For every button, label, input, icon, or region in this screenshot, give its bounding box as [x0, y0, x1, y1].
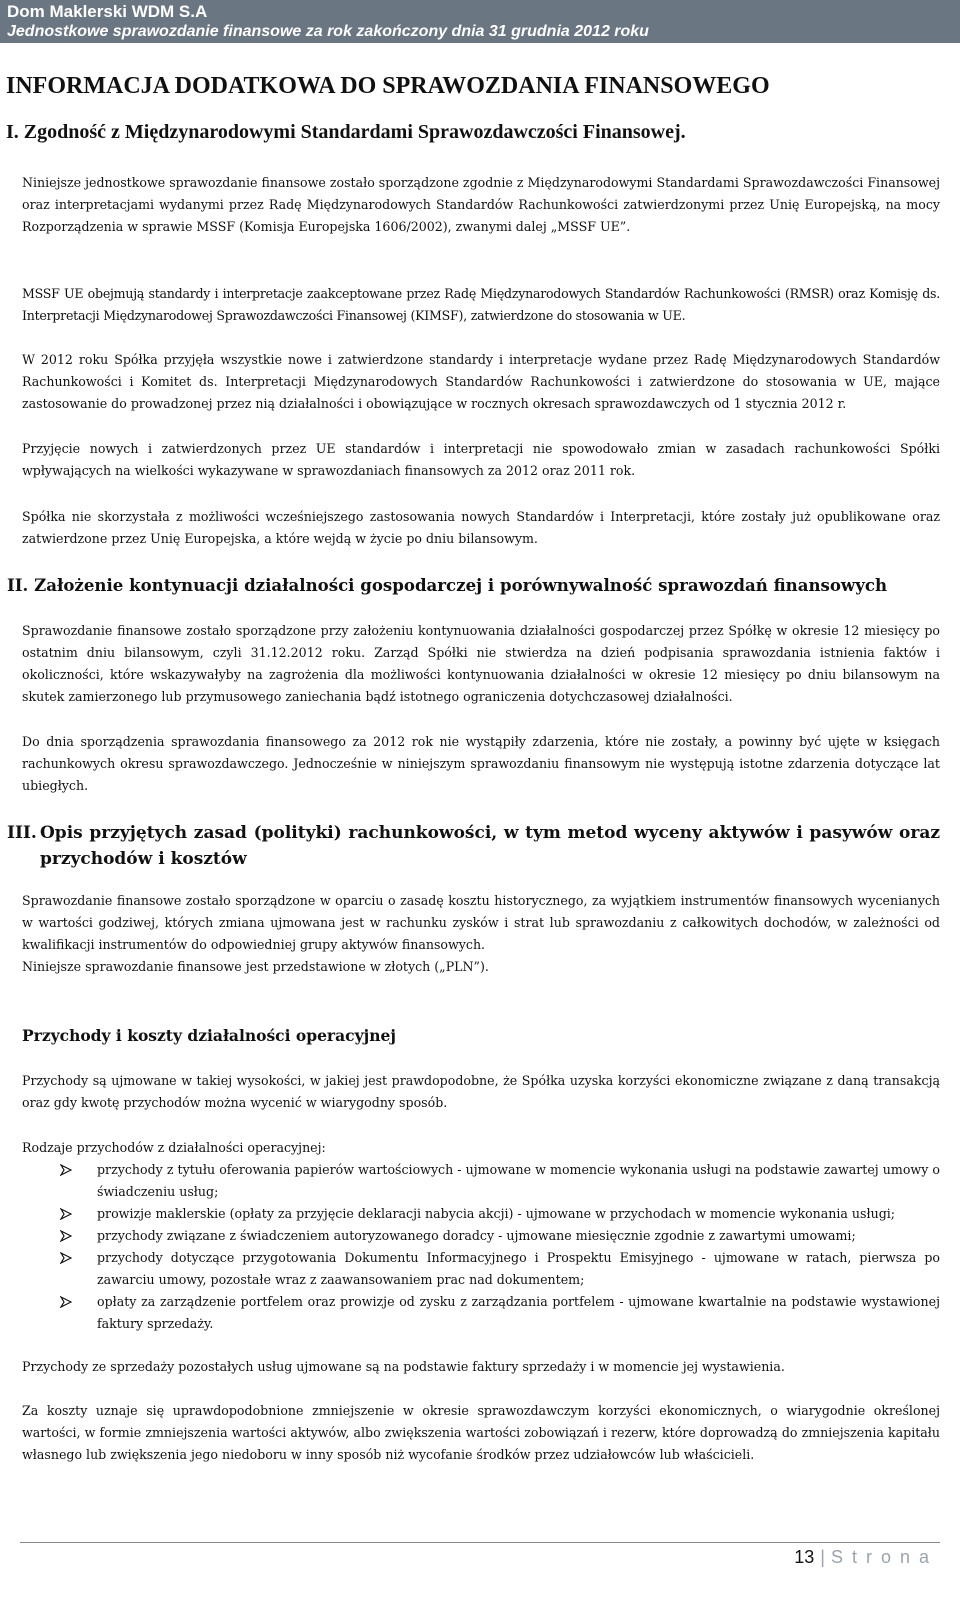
revenue-types-label: Rodzaje przychodów z działalności operacyjnej:	[22, 1140, 326, 1155]
report-subtitle: Jednostkowe sprawozdanie finansowe za rok zakończony dnia 31 grudnia 2012 roku	[7, 23, 649, 40]
section-2-paragraph: Sprawozdanie finansowe zostało sporządzone przy założeniu kontynuowania działalności gospodarczej przez Spółkę w okresie 12 miesięcy po ostatnim dniu bilansowym, czyli 31.12.2012 roku. Zarząd Spółki nie stwierdza na dzień podpisania sprawozdania istnienia faktów i okoliczności, które wskazywałyby na zagrożenia dla możliwości kontynuowania działalności w okresie 12 miesięcy po dniu bilansowym na skutek zamierzonego lub przymusowego zaniechania bądź istotnego ograniczenia dotychczasowej działalności.	[22, 623, 940, 704]
section-3-paragraph: Niniejsze sprawozdanie finansowe jest przedstawione w złotych („PLN”).	[22, 959, 489, 974]
list-item	[22, 1159, 940, 1203]
footer-separator: |	[820, 1547, 825, 1567]
section-3-title-text: Opis przyjętych zasad (polityki) rachunkowości, w tym metod wyceny aktywów i pasywów oraz przychodów i kosztów	[40, 823, 940, 869]
revenue-types-list	[22, 1159, 940, 1335]
section-2-title: II. Założenie kontynuacji działalności gospodarczej i porównywalność sprawozdań finansowych	[7, 575, 888, 595]
list-item-text: przychody związane z świadczeniem autoryzowanego doradcy - ujmowane miesięcznie zgodnie z zawartymi umowami;	[97, 1228, 856, 1243]
main-title: INFORMACJA DODATKOWA DO SPRAWOZDANIA FINANSOWEGO	[6, 73, 770, 99]
section-3-number: III.	[7, 823, 37, 843]
section-1-title: I. Zgodność z Międzynarodowymi Standardami Sprawozdawczości Finansowej.	[6, 121, 686, 143]
section-1-paragraph: Niniejsze jednostkowe sprawozdanie finansowe zostało sporządzone zgodnie z Międzynarodowymi Standardami Sprawozdawczości Finansowej oraz interpretacjami wydanymi przez Radę Międzynarodowych Standardów Rachunkowości zatwierdzonymi przez Unię Europejską, na mocy Rozporządzenia w sprawie MSSF (Komisja Europejska 1606/2002), zwanymi dalej „MSSF UE”.	[22, 175, 940, 234]
company-name: Dom Maklerski WDM S.A	[7, 2, 208, 21]
footer-divider	[20, 1542, 940, 1543]
page-footer	[794, 1547, 938, 1568]
list-item-text: opłaty za zarządzenie portfelem oraz prowizje od zysku z zarządzania portfelem - ujmowane kwartalnie na podstawie wystawionej faktury sprzedaży.	[97, 1294, 940, 1331]
section-2-paragraph: Do dnia sporządzenia sprawozdania finansowego za 2012 rok nie wystąpiły zdarzenia, które nie zostały, a powinny być ujęte w księgach rachunkowych okresu sprawozdawczego. Jednocześnie w niniejszym sprawozdaniu finansowym nie występują istotne zdarzenia dotyczące lat ubiegłych.	[22, 734, 940, 793]
sales-revenue-paragraph: Przychody ze sprzedaży pozostałych usług ujmowane są na podstawie faktury sprzedaży i w momencie jej wystawienia.	[22, 1359, 785, 1374]
list-item	[22, 1291, 940, 1335]
list-item	[22, 1247, 940, 1291]
arrowhead-bullet-icon	[60, 1208, 72, 1220]
arrowhead-bullet-icon	[60, 1164, 72, 1176]
costs-paragraph: Za koszty uznaje się uprawdopodobnione zmniejszenie w okresie sprawozdawczym korzyści ekonomicznych, o wiarygodnie określonej wartości, w formie zmniejszenia wartości aktywów, albo zwiększenia wartości zobowiązań i rezerw, które doprowadzą do zmniejszenia kapitału własnego lub zwiększenia jego niedoboru w inny sposób niż wycofanie środków przez udziałowców lub właścicieli.	[22, 1403, 940, 1462]
list-item-text: przychody z tytułu oferowania papierów wartościowych - ujmowane w momencie wykonania usługi na podstawie zawartej umowy o świadczeniu usług;	[97, 1162, 940, 1199]
section-3-paragraph: Sprawozdanie finansowe zostało sporządzone w oparciu o zasadę kosztu historycznego, za wyjątkiem instrumentów finansowych wycenianych w wartości godziwej, których zmiana ujmowana jest w rachunku zysków i strat lub sprawozdaniu z całkowitych dochodów, w zależności od kwalifikacji instrumentów do odpowiedniej grupy aktywów finansowych.	[22, 893, 940, 952]
list-item-text: przychody dotyczące przygotowania Dokumentu Informacyjnego i Prospektu Emisyjnego - ujmowane w ratach, pierwsza po zawarciu umowy, pozostałe wraz z zaawansowaniem prac nad dokumentem;	[97, 1250, 940, 1287]
section-1-paragraph: Przyjęcie nowych i zatwierdzonych przez UE standardów i interpretacji nie spowodowało zmian w zasadach rachunkowości Spółki wpływających na wielkości wykazywane w sprawozdaniach finansowych za 2012 oraz 2011 rok.	[22, 441, 940, 478]
arrowhead-bullet-icon	[60, 1296, 72, 1308]
operating-revenue-costs-heading: Przychody i koszty działalności operacyjnej	[22, 1026, 396, 1045]
page-number: 13	[794, 1547, 815, 1567]
arrowhead-bullet-icon	[60, 1230, 72, 1242]
section-1-paragraph: Spółka nie skorzystała z możliwości wcześniejszego zastosowania nowych Standardów i Interpretacji, które zostały już opublikowane oraz zatwierdzone przez Unię Europejska, a które wejdą w życie po dniu bilansowym.	[22, 509, 940, 546]
page-word: Strona	[830, 1547, 938, 1567]
arrowhead-bullet-icon	[60, 1252, 72, 1264]
list-item-text: prowizje maklerskie (opłaty za przyjęcie deklaracji nabycia akcji) - ujmowane w przychodach w momencie wykonania usługi;	[97, 1206, 896, 1221]
list-item	[22, 1225, 940, 1247]
document-header	[0, 0, 960, 43]
section-1-paragraph: MSSF UE obejmują standardy i interpretacje zaakceptowane przez Radę Międzynarodowych Standardów Rachunkowości (RMSR) oraz Komisję ds. Interpretacji Międzynarodowej Sprawozdawczości Finansowej (KIMSF), zatwierdzone do stosowania w UE.	[22, 286, 940, 323]
revenue-recognition-paragraph: Przychody są ujmowane w takiej wysokości, w jakiej jest prawdopodobne, że Spółka uzyska korzyści ekonomiczne związane z daną transakcją oraz gdy kwotę przychodów można wycenić w wiarygodny sposób.	[22, 1073, 940, 1110]
list-item	[22, 1203, 940, 1225]
section-1-paragraph: W 2012 roku Spółka przyjęła wszystkie nowe i zatwierdzone standardy i interpretacje wydane przez Radę Międzynarodowych Standardów Rachunkowości i Komitet ds. Interpretacji Międzynarodowych Standardów Rachunkowości i zatwierdzone do stosowania w UE, mające zastosowanie do prowadzonej przez nią działalności i obowiązujące w rocznych okresach sprawozdawczych od 1 stycznia 2012 r.	[22, 352, 940, 411]
